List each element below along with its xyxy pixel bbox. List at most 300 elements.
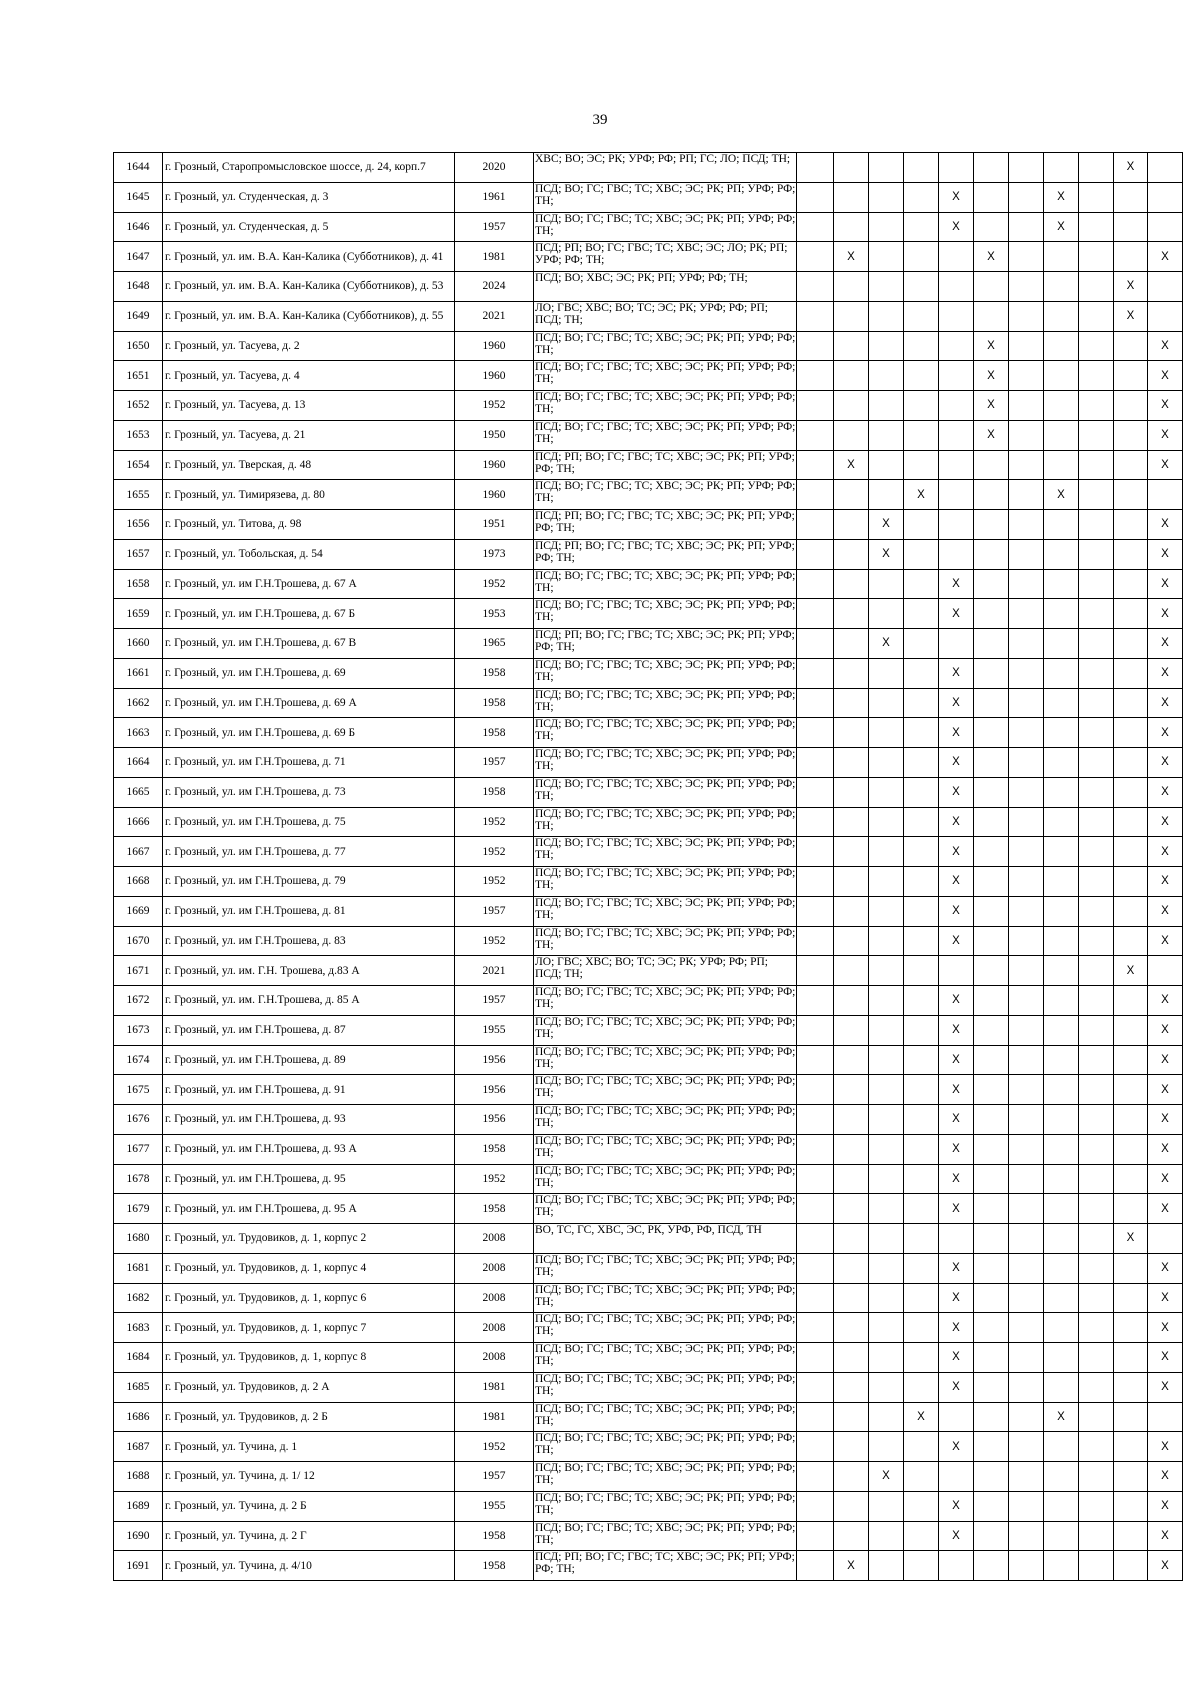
- mark-cell: [1009, 1075, 1044, 1105]
- mark-cell: [1009, 837, 1044, 867]
- mark-cell: [1044, 807, 1079, 837]
- mark-cell: X: [939, 688, 974, 718]
- row-number: 1644: [114, 153, 163, 183]
- row-number: 1686: [114, 1402, 163, 1432]
- mark-cell: X: [939, 1134, 974, 1164]
- mark-cell: [869, 1343, 904, 1373]
- mark-cell: [1114, 986, 1148, 1016]
- mark-cell: X: [1148, 1521, 1183, 1551]
- works-cell: ПСД; ВО; ГС; ГВС; ТС; ХВС; ЭС; РК; РП; УРФ; РФ; ТН;: [534, 688, 797, 718]
- mark-cell: [1114, 1432, 1148, 1462]
- mark-cell: X: [904, 1402, 939, 1432]
- mark-cell: [1044, 1134, 1079, 1164]
- mark-cell: X: [1148, 569, 1183, 599]
- address-cell: г. Грозный, ул. Трудовиков, д. 1, корпус 8: [163, 1343, 455, 1373]
- mark-cell: X: [1114, 301, 1148, 331]
- row-number: 1653: [114, 420, 163, 450]
- row-number: 1646: [114, 212, 163, 242]
- mark-cell: [1009, 510, 1044, 540]
- mark-cell: [1009, 361, 1044, 391]
- year-cell: 1973: [455, 539, 534, 569]
- mark-cell: [834, 837, 869, 867]
- mark-cell: [1009, 1402, 1044, 1432]
- mark-cell: X: [939, 1372, 974, 1402]
- mark-cell: [797, 569, 834, 599]
- mark-cell: X: [834, 450, 869, 480]
- row-number: 1690: [114, 1521, 163, 1551]
- mark-cell: [834, 986, 869, 1016]
- mark-cell: [1009, 391, 1044, 421]
- mark-cell: [939, 1402, 974, 1432]
- row-number: 1674: [114, 1045, 163, 1075]
- mark-cell: [904, 1224, 939, 1254]
- mark-cell: [1079, 1343, 1114, 1373]
- mark-cell: [939, 242, 974, 272]
- works-cell: ПСД; ВО; ГС; ГВС; ТС; ХВС; ЭС; РК; РП; УРФ; РФ; ТН;: [534, 1105, 797, 1135]
- works-cell: ПСД; ВО; ГС; ГВС; ТС; ХВС; ЭС; РК; РП; УРФ; РФ; ТН;: [534, 1402, 797, 1432]
- mark-cell: [974, 1253, 1009, 1283]
- row-number: 1677: [114, 1134, 163, 1164]
- mark-cell: X: [1148, 1283, 1183, 1313]
- mark-cell: [797, 926, 834, 956]
- mark-cell: [1044, 599, 1079, 629]
- mark-cell: [939, 391, 974, 421]
- year-cell: 1958: [455, 1521, 534, 1551]
- mark-cell: X: [939, 718, 974, 748]
- works-cell: ПСД; ВО; ГС; ГВС; ТС; ХВС; ЭС; РК; РП; УРФ; РФ; ТН;: [534, 331, 797, 361]
- works-cell: ПСД; ВО; ГС; ГВС; ТС; ХВС; ЭС; РК; РП; УРФ; РФ; ТН;: [534, 1194, 797, 1224]
- mark-cell: [1009, 599, 1044, 629]
- mark-cell: [834, 361, 869, 391]
- row-number: 1673: [114, 1015, 163, 1045]
- mark-cell: [797, 1372, 834, 1402]
- mark-cell: [797, 1343, 834, 1373]
- mark-cell: [904, 867, 939, 897]
- mark-cell: X: [1148, 1105, 1183, 1135]
- mark-cell: [1079, 1105, 1114, 1135]
- mark-cell: [869, 807, 904, 837]
- year-cell: 1952: [455, 1432, 534, 1462]
- works-cell: ПСД; ВО; ГС; ГВС; ТС; ХВС; ЭС; РК; РП; УРФ; РФ; ТН;: [534, 837, 797, 867]
- mark-cell: X: [1114, 272, 1148, 302]
- year-cell: 2024: [455, 272, 534, 302]
- mark-cell: [904, 629, 939, 659]
- mark-cell: [834, 1194, 869, 1224]
- year-cell: 1958: [455, 777, 534, 807]
- works-cell: ПСД; ВО; ГС; ГВС; ТС; ХВС; ЭС; РК; РП; УРФ; РФ; ТН;: [534, 1343, 797, 1373]
- table-row: [114, 688, 1183, 718]
- mark-cell: X: [1148, 867, 1183, 897]
- mark-cell: [939, 153, 974, 183]
- mark-cell: X: [1148, 629, 1183, 659]
- address-cell: г. Грозный, ул. Тучина, д. 1: [163, 1432, 455, 1462]
- mark-cell: [797, 956, 834, 986]
- mark-cell: [834, 1432, 869, 1462]
- mark-cell: [1114, 688, 1148, 718]
- mark-cell: [1079, 748, 1114, 778]
- mark-cell: [904, 1313, 939, 1343]
- mark-cell: [1044, 867, 1079, 897]
- mark-cell: [797, 837, 834, 867]
- row-number: 1662: [114, 688, 163, 718]
- mark-cell: [797, 1075, 834, 1105]
- mark-cell: [904, 748, 939, 778]
- year-cell: 1957: [455, 1462, 534, 1492]
- mark-cell: [974, 1402, 1009, 1432]
- mark-cell: [1009, 896, 1044, 926]
- table-row: [114, 718, 1183, 748]
- address-cell: г. Грозный, ул. Тимирязева, д. 80: [163, 480, 455, 510]
- mark-cell: X: [834, 242, 869, 272]
- mark-cell: [1009, 926, 1044, 956]
- mark-cell: [1009, 867, 1044, 897]
- works-cell: ПСД; ВО; ГС; ГВС; ТС; ХВС; ЭС; РК; РП; УРФ; РФ; ТН;: [534, 718, 797, 748]
- mark-cell: [904, 539, 939, 569]
- table-row: [114, 1105, 1183, 1135]
- mark-cell: [1114, 1164, 1148, 1194]
- mark-cell: [834, 1134, 869, 1164]
- mark-cell: [797, 153, 834, 183]
- mark-cell: [1114, 391, 1148, 421]
- mark-cell: [1009, 212, 1044, 242]
- mark-cell: [904, 242, 939, 272]
- row-number: 1649: [114, 301, 163, 331]
- mark-cell: X: [939, 1194, 974, 1224]
- mark-cell: [1114, 807, 1148, 837]
- year-cell: 1960: [455, 480, 534, 510]
- year-cell: 1957: [455, 986, 534, 1016]
- mark-cell: [1009, 1015, 1044, 1045]
- address-cell: г. Грозный, ул. им. В.А. Кан-Калика (Субботников), д. 53: [163, 272, 455, 302]
- address-cell: г. Грозный, ул. Трудовиков, д. 2 А: [163, 1372, 455, 1402]
- mark-cell: X: [1114, 153, 1148, 183]
- mark-cell: [1044, 361, 1079, 391]
- mark-cell: [797, 331, 834, 361]
- year-cell: 1952: [455, 1164, 534, 1194]
- year-cell: 1957: [455, 212, 534, 242]
- row-number: 1683: [114, 1313, 163, 1343]
- mark-cell: [974, 986, 1009, 1016]
- mark-cell: [834, 539, 869, 569]
- year-cell: 1952: [455, 867, 534, 897]
- works-cell: ПСД; ВО; ГС; ГВС; ТС; ХВС; ЭС; РК; РП; УРФ; РФ; ТН;: [534, 391, 797, 421]
- mark-cell: [797, 510, 834, 540]
- mark-cell: [974, 629, 1009, 659]
- mark-cell: [1009, 986, 1044, 1016]
- mark-cell: [869, 599, 904, 629]
- works-cell: ПСД; ВО; ГС; ГВС; ТС; ХВС; ЭС; РК; РП; УРФ; РФ; ТН;: [534, 1432, 797, 1462]
- mark-cell: X: [939, 1105, 974, 1135]
- mark-cell: X: [939, 658, 974, 688]
- mark-cell: [1044, 1253, 1079, 1283]
- row-number: 1676: [114, 1105, 163, 1135]
- mark-cell: [1009, 539, 1044, 569]
- year-cell: 1955: [455, 1015, 534, 1045]
- mark-cell: [869, 896, 904, 926]
- mark-cell: X: [939, 748, 974, 778]
- mark-cell: [797, 777, 834, 807]
- mark-cell: [869, 718, 904, 748]
- mark-cell: [904, 1075, 939, 1105]
- year-cell: 1955: [455, 1491, 534, 1521]
- table-row: [114, 539, 1183, 569]
- mark-cell: [1114, 539, 1148, 569]
- mark-cell: [904, 956, 939, 986]
- mark-cell: X: [1148, 896, 1183, 926]
- works-cell: ПСД; РП; ВО; ГС; ГВС; ТС; ХВС; ЭС; РК; РП; УРФ; РФ; ТН;: [534, 629, 797, 659]
- mark-cell: X: [939, 1283, 974, 1313]
- mark-cell: [1009, 1372, 1044, 1402]
- address-cell: г. Грозный, ул. Тасуева, д. 21: [163, 420, 455, 450]
- mark-cell: [1079, 807, 1114, 837]
- mark-cell: X: [869, 1462, 904, 1492]
- mark-cell: [974, 777, 1009, 807]
- mark-cell: [904, 986, 939, 1016]
- mark-cell: [1009, 1105, 1044, 1135]
- mark-cell: [1079, 1045, 1114, 1075]
- mark-cell: [1044, 1164, 1079, 1194]
- row-number: 1663: [114, 718, 163, 748]
- mark-cell: X: [1148, 1015, 1183, 1045]
- mark-cell: [974, 1343, 1009, 1373]
- mark-cell: [939, 539, 974, 569]
- year-cell: 2021: [455, 956, 534, 986]
- works-cell: ПСД; ВО; ГС; ГВС; ТС; ХВС; ЭС; РК; РП; УРФ; РФ; ТН;: [534, 569, 797, 599]
- table-row: [114, 1045, 1183, 1075]
- mark-cell: [1114, 361, 1148, 391]
- mark-cell: [974, 837, 1009, 867]
- mark-cell: [1044, 1075, 1079, 1105]
- address-cell: г. Грозный, ул. им Г.Н.Трошева, д. 79: [163, 867, 455, 897]
- mark-cell: [1044, 1224, 1079, 1254]
- mark-cell: [1044, 272, 1079, 302]
- works-cell: ПСД; РП; ВО; ГС; ГВС; ТС; ХВС; ЭС; РК; РП; УРФ; РФ; ТН;: [534, 450, 797, 480]
- mark-cell: X: [974, 391, 1009, 421]
- works-cell: ПСД; ВО; ГС; ГВС; ТС; ХВС; ЭС; РК; РП; УРФ; РФ; ТН;: [534, 1045, 797, 1075]
- mark-cell: [939, 361, 974, 391]
- mark-cell: [1009, 1432, 1044, 1462]
- mark-cell: [1009, 1253, 1044, 1283]
- mark-cell: X: [1148, 1253, 1183, 1283]
- mark-cell: [1114, 212, 1148, 242]
- row-number: 1648: [114, 272, 163, 302]
- table-row: [114, 896, 1183, 926]
- mark-cell: [1114, 1313, 1148, 1343]
- mark-cell: [834, 1015, 869, 1045]
- mark-cell: [1079, 1075, 1114, 1105]
- works-cell: ПСД; ВО; ГС; ГВС; ТС; ХВС; ЭС; РК; РП; УРФ; РФ; ТН;: [534, 926, 797, 956]
- address-cell: г. Грозный, ул. Тасуева, д. 2: [163, 331, 455, 361]
- mark-cell: [797, 1283, 834, 1313]
- mark-cell: [1114, 599, 1148, 629]
- mark-cell: [1114, 1521, 1148, 1551]
- mark-cell: [1148, 301, 1183, 331]
- mark-cell: X: [1148, 807, 1183, 837]
- mark-cell: [1044, 301, 1079, 331]
- mark-cell: [1114, 1134, 1148, 1164]
- mark-cell: X: [939, 867, 974, 897]
- mark-cell: [939, 480, 974, 510]
- mark-cell: [904, 1194, 939, 1224]
- address-cell: г. Грозный, ул. им Г.Н.Трошева, д. 89: [163, 1045, 455, 1075]
- works-cell: ПСД; ВО; ГС; ГВС; ТС; ХВС; ЭС; РК; РП; УРФ; РФ; ТН;: [534, 1313, 797, 1343]
- year-cell: 1958: [455, 658, 534, 688]
- mark-cell: [1044, 1105, 1079, 1135]
- mark-cell: [974, 450, 1009, 480]
- address-cell: г. Грозный, ул. Трудовиков, д. 2 Б: [163, 1402, 455, 1432]
- address-cell: г. Грозный, ул. им Г.Н.Трошева, д. 75: [163, 807, 455, 837]
- table-row: [114, 272, 1183, 302]
- mark-cell: [974, 1521, 1009, 1551]
- row-number: 1672: [114, 986, 163, 1016]
- mark-cell: [939, 1224, 974, 1254]
- mark-cell: [1079, 986, 1114, 1016]
- mark-cell: [797, 391, 834, 421]
- mark-cell: [904, 896, 939, 926]
- mark-cell: [1114, 1105, 1148, 1135]
- mark-cell: [1009, 658, 1044, 688]
- works-cell: ПСД; ВО; ГС; ГВС; ТС; ХВС; ЭС; РК; РП; УРФ; РФ; ТН;: [534, 480, 797, 510]
- mark-cell: [904, 688, 939, 718]
- mark-cell: [797, 212, 834, 242]
- mark-cell: [1044, 1462, 1079, 1492]
- works-cell: ПСД; РП; ВО; ГС; ГВС; ТС; ХВС; ЭС; ЛО; РК; РП; УРФ; РФ; ТН;: [534, 242, 797, 272]
- table-row: [114, 331, 1183, 361]
- address-cell: г. Грозный, ул. Трудовиков, д. 1, корпус 2: [163, 1224, 455, 1254]
- mark-cell: [834, 182, 869, 212]
- mark-cell: [869, 867, 904, 897]
- mark-cell: [834, 658, 869, 688]
- mark-cell: [1044, 658, 1079, 688]
- mark-cell: [974, 896, 1009, 926]
- year-cell: 1952: [455, 391, 534, 421]
- mark-cell: [904, 1551, 939, 1581]
- mark-cell: [1009, 272, 1044, 302]
- address-cell: г. Грозный, ул. им. Г.Н.Трошева, д. 85 А: [163, 986, 455, 1016]
- mark-cell: [869, 450, 904, 480]
- address-cell: г. Грозный, ул. им Г.Н.Трошева, д. 95: [163, 1164, 455, 1194]
- mark-cell: [904, 420, 939, 450]
- mark-cell: X: [939, 1313, 974, 1343]
- mark-cell: [797, 1551, 834, 1581]
- mark-cell: [834, 718, 869, 748]
- year-cell: 2008: [455, 1224, 534, 1254]
- mark-cell: X: [939, 1015, 974, 1045]
- address-cell: г. Грозный, ул. им Г.Н.Трошева, д. 95 А: [163, 1194, 455, 1224]
- works-cell: ПСД; ВО; ХВС; ЭС; РК; РП; УРФ; РФ; ТН;: [534, 272, 797, 302]
- mark-cell: [904, 1015, 939, 1045]
- mark-cell: [1009, 1491, 1044, 1521]
- mark-cell: [904, 1432, 939, 1462]
- mark-cell: [1148, 956, 1183, 986]
- mark-cell: [1044, 1313, 1079, 1343]
- year-cell: 1952: [455, 926, 534, 956]
- mark-cell: [1114, 1283, 1148, 1313]
- mark-cell: [1079, 896, 1114, 926]
- mark-cell: [797, 1105, 834, 1135]
- mark-cell: X: [1148, 926, 1183, 956]
- mark-cell: [939, 331, 974, 361]
- mark-cell: [834, 391, 869, 421]
- table-row: [114, 748, 1183, 778]
- mark-cell: [869, 480, 904, 510]
- mark-cell: X: [1148, 539, 1183, 569]
- mark-cell: [1114, 242, 1148, 272]
- mark-cell: [869, 301, 904, 331]
- mark-cell: [834, 896, 869, 926]
- table-row: [114, 1164, 1183, 1194]
- works-cell: ХВС; ВО; ЭС; РК; УРФ; РФ; РП; ГС; ЛО; ПСД; ТН;: [534, 153, 797, 183]
- mark-cell: [834, 1283, 869, 1313]
- mark-cell: [797, 1194, 834, 1224]
- mark-cell: X: [1148, 599, 1183, 629]
- mark-cell: [869, 1372, 904, 1402]
- table-row: [114, 569, 1183, 599]
- row-number: 1688: [114, 1462, 163, 1492]
- year-cell: 1957: [455, 748, 534, 778]
- mark-cell: X: [974, 361, 1009, 391]
- year-cell: 1958: [455, 1551, 534, 1581]
- mark-cell: [1009, 420, 1044, 450]
- mark-cell: [1044, 539, 1079, 569]
- mark-cell: [1114, 510, 1148, 540]
- mark-cell: [974, 1134, 1009, 1164]
- mark-cell: [1079, 1224, 1114, 1254]
- mark-cell: [1079, 658, 1114, 688]
- mark-cell: [939, 272, 974, 302]
- mark-cell: [974, 1372, 1009, 1402]
- mark-cell: [869, 1105, 904, 1135]
- mark-cell: X: [869, 629, 904, 659]
- table-row: [114, 1551, 1183, 1581]
- address-cell: г. Грозный, ул. Тверская, д. 48: [163, 450, 455, 480]
- mark-cell: [1079, 391, 1114, 421]
- mark-cell: [974, 748, 1009, 778]
- row-number: 1668: [114, 867, 163, 897]
- works-cell: ПСД; ВО; ГС; ГВС; ТС; ХВС; ЭС; РК; РП; УРФ; РФ; ТН;: [534, 1491, 797, 1521]
- mark-cell: [904, 1462, 939, 1492]
- year-cell: 1958: [455, 1194, 534, 1224]
- mark-cell: [834, 1343, 869, 1373]
- mark-cell: [797, 629, 834, 659]
- mark-cell: [1114, 777, 1148, 807]
- mark-cell: [904, 926, 939, 956]
- mark-cell: X: [939, 1164, 974, 1194]
- year-cell: 1958: [455, 718, 534, 748]
- table-row: [114, 153, 1183, 183]
- mark-cell: [1079, 420, 1114, 450]
- year-cell: 1958: [455, 1134, 534, 1164]
- mark-cell: X: [939, 926, 974, 956]
- row-number: 1671: [114, 956, 163, 986]
- mark-cell: [1114, 1491, 1148, 1521]
- mark-cell: [974, 301, 1009, 331]
- address-cell: г. Грозный, ул. Тучина, д. 2 Г: [163, 1521, 455, 1551]
- mark-cell: [904, 331, 939, 361]
- mark-cell: [869, 1015, 904, 1045]
- mark-cell: [1009, 242, 1044, 272]
- mark-cell: X: [1148, 837, 1183, 867]
- mark-cell: [869, 1194, 904, 1224]
- mark-cell: [1148, 212, 1183, 242]
- works-cell: ПСД; ВО; ГС; ГВС; ТС; ХВС; ЭС; РК; РП; УРФ; РФ; ТН;: [534, 1372, 797, 1402]
- row-number: 1658: [114, 569, 163, 599]
- table-row: [114, 807, 1183, 837]
- works-cell: ПСД; ВО; ГС; ГВС; ТС; ХВС; ЭС; РК; РП; УРФ; РФ; ТН;: [534, 777, 797, 807]
- mark-cell: [904, 391, 939, 421]
- registry-body: [114, 153, 1183, 1581]
- year-cell: 1953: [455, 599, 534, 629]
